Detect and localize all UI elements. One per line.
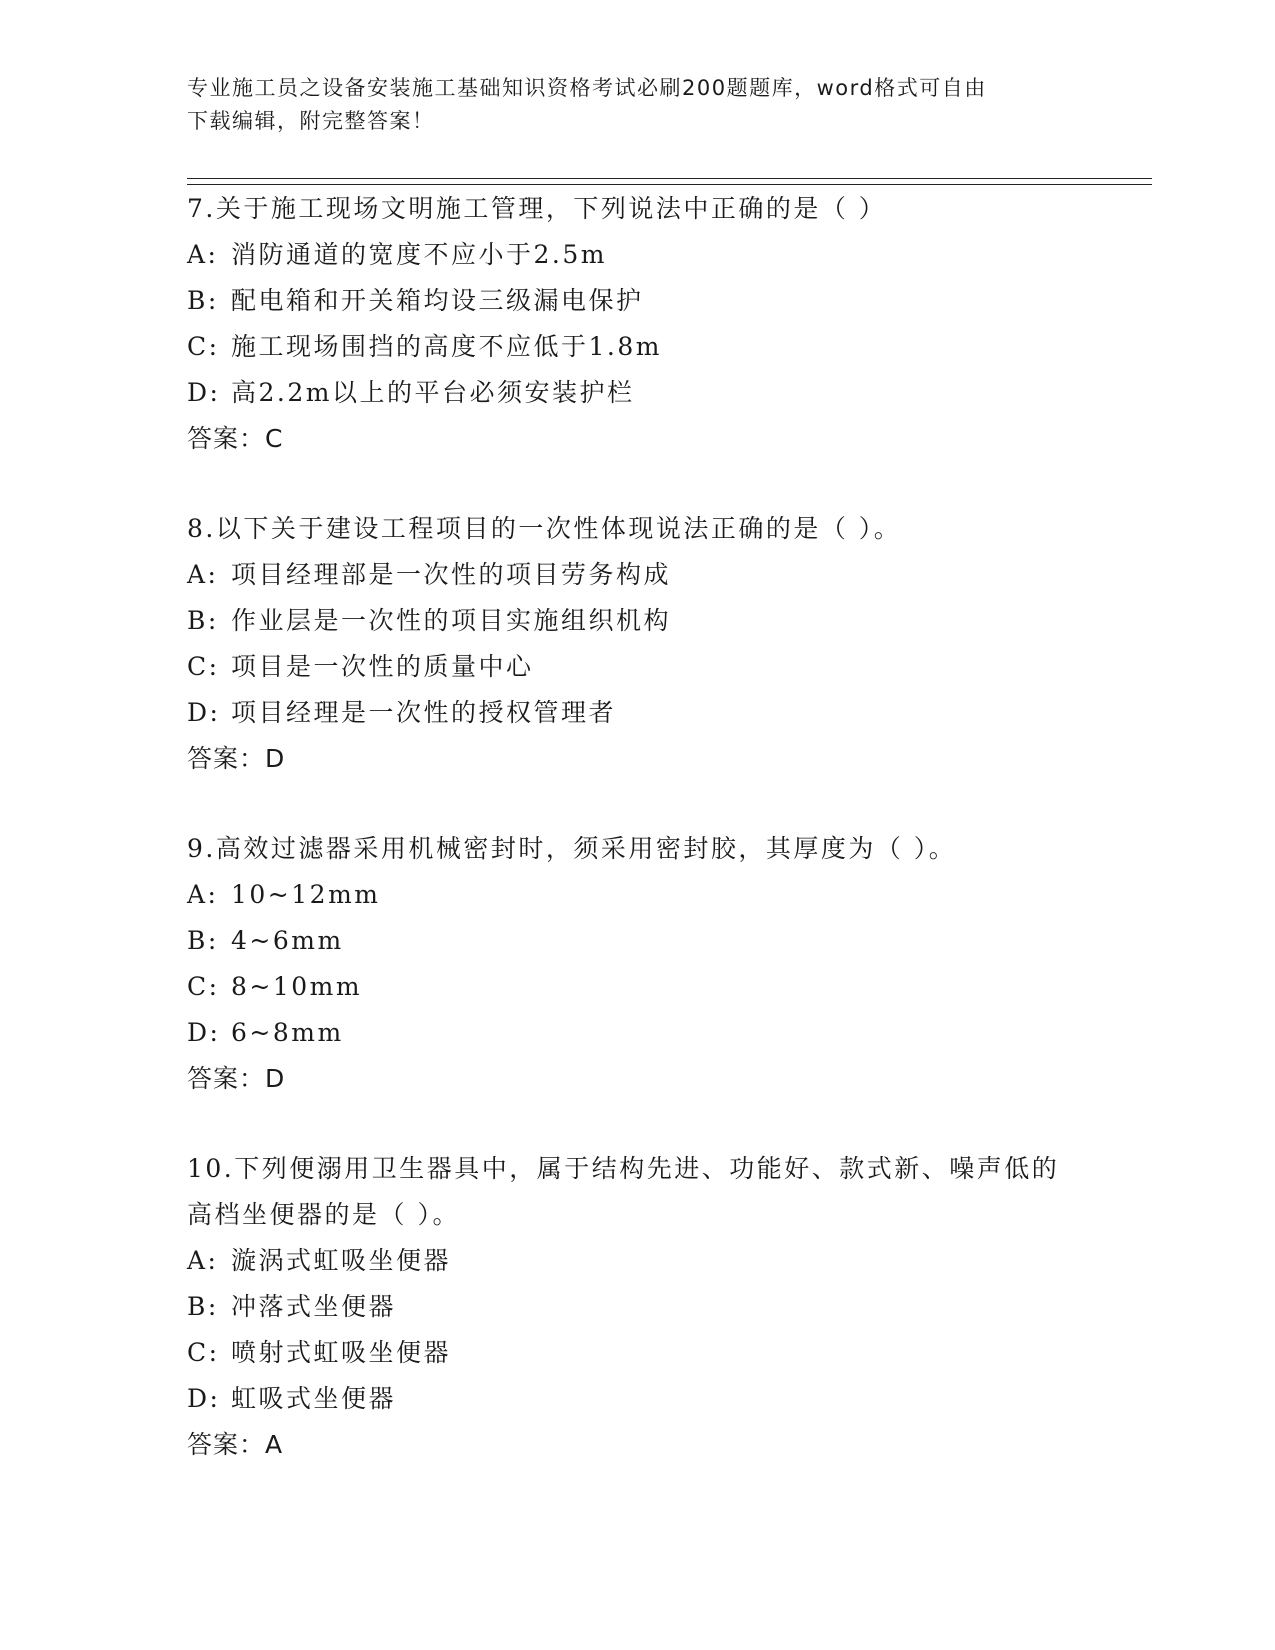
header-line-1: 专业施工员之设备安装施工基础知识资格考试必刷200题题库，word格式可自由: [187, 76, 987, 100]
question-stem: 7.关于施工现场文明施工管理，下列说法中正确的是（ ）: [187, 194, 887, 223]
option-key: C:: [187, 1338, 220, 1367]
option-key: B:: [187, 926, 219, 955]
header-divider-top: [187, 178, 1152, 179]
option-a: [187, 872, 1087, 918]
document-header: [187, 72, 1087, 138]
option-key: A:: [187, 880, 219, 909]
option-key: C:: [187, 332, 220, 361]
option-c: [187, 644, 1087, 690]
option-text: 10~12mm: [231, 880, 381, 909]
option-text: 喷射式虹吸坐便器: [231, 1338, 452, 1367]
option-key: B:: [187, 606, 219, 635]
question-stem: 10.下列便溺用卫生器具中，属于结构先进、功能好、款式新、噪声低的高档坐便器的是（ ）。: [187, 1154, 1060, 1229]
option-text: 项目经理是一次性的授权管理者: [231, 698, 617, 727]
option-a: [187, 232, 1087, 278]
option-text: 4~6mm: [231, 926, 344, 955]
answer-line: 答案：A: [187, 1430, 284, 1459]
option-a: [187, 552, 1087, 598]
question-8: [187, 506, 1087, 782]
option-text: 消防通道的宽度不应小于2.5m: [231, 240, 607, 269]
option-text: 作业层是一次性的项目实施组织机构: [231, 606, 672, 635]
option-text: 高2.2m以上的平台必须安装护栏: [231, 378, 635, 407]
option-c: [187, 324, 1087, 370]
option-text: 冲落式坐便器: [231, 1292, 397, 1321]
option-text: 配电箱和开关箱均设三级漏电保护: [231, 286, 644, 315]
header-line-2: 下载编辑，附完整答案！: [187, 109, 435, 133]
question-7: [187, 186, 1087, 462]
option-text: 项目经理部是一次性的项目劳务构成: [231, 560, 672, 589]
option-key: D:: [187, 1018, 221, 1047]
option-key: A:: [187, 560, 219, 589]
header-divider-bottom: [187, 184, 1152, 185]
option-key: B:: [187, 286, 219, 315]
option-d: [187, 370, 1087, 416]
option-key: D:: [187, 698, 221, 727]
option-d: [187, 1010, 1087, 1056]
option-d: [187, 690, 1087, 736]
option-b: [187, 918, 1087, 964]
option-key: C:: [187, 652, 220, 681]
option-key: A:: [187, 1246, 219, 1275]
answer-line: 答案：D: [187, 1064, 286, 1093]
question-10: [187, 1146, 1077, 1468]
option-key: D:: [187, 378, 221, 407]
option-key: A:: [187, 240, 219, 269]
question-9: [187, 826, 1087, 1102]
answer-line: 答案：D: [187, 744, 286, 773]
option-c: [187, 964, 1087, 1010]
option-key: B:: [187, 1292, 219, 1321]
option-text: 6~8mm: [231, 1018, 344, 1047]
option-c: [187, 1330, 1077, 1376]
option-b: [187, 1284, 1077, 1330]
question-stem: 9.高效过滤器采用机械密封时，须采用密封胶，其厚度为（ ）。: [187, 834, 957, 863]
option-d: [187, 1376, 1077, 1422]
option-key: C:: [187, 972, 220, 1001]
option-text: 施工现场围挡的高度不应低于1.8m: [231, 332, 662, 361]
answer-line: 答案：C: [187, 424, 284, 453]
option-text: 漩涡式虹吸坐便器: [231, 1246, 452, 1275]
option-key: D:: [187, 1384, 221, 1413]
option-b: [187, 598, 1087, 644]
option-b: [187, 278, 1087, 324]
option-text: 项目是一次性的质量中心: [231, 652, 534, 681]
option-text: 虹吸式坐便器: [231, 1384, 397, 1413]
option-a: [187, 1238, 1077, 1284]
question-stem: 8.以下关于建设工程项目的一次性体现说法正确的是（ ）。: [187, 514, 902, 543]
option-text: 8~10mm: [231, 972, 363, 1001]
